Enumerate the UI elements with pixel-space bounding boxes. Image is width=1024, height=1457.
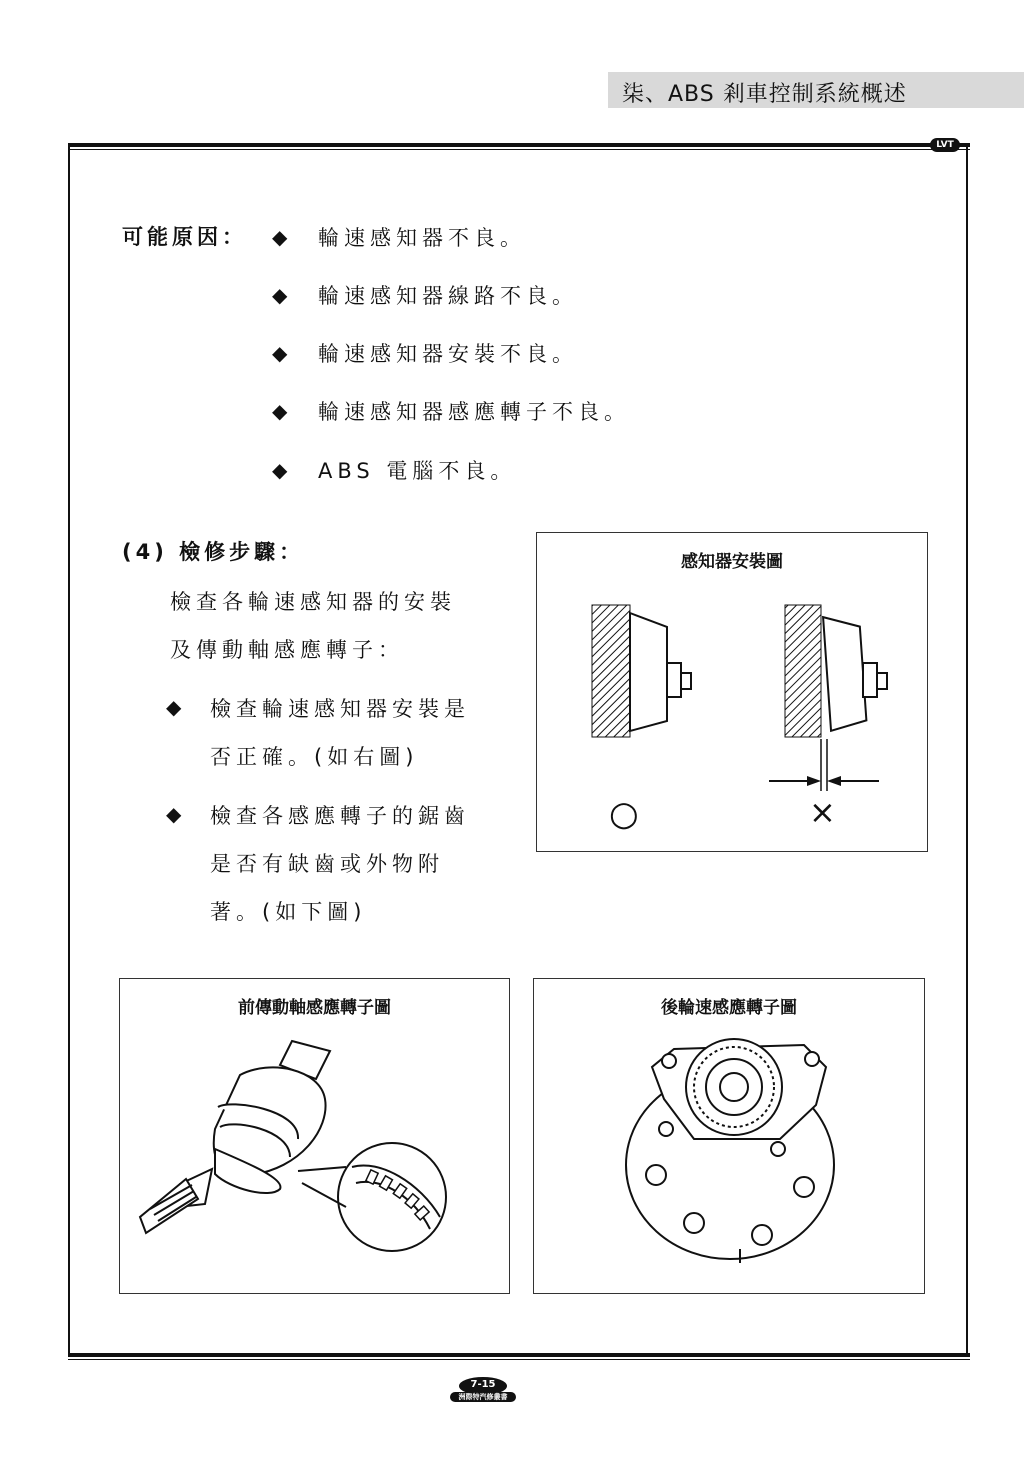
- rear-rotor-figure: [533, 978, 925, 1294]
- diamond-bullet-icon: ◆: [166, 802, 182, 826]
- top-rule: [68, 143, 970, 150]
- step-bullet-line: 檢查各感應轉子的鋸齒: [210, 804, 470, 828]
- diamond-bullet-icon: ◆: [166, 695, 182, 719]
- steps-intro-line: 檢查各輪速感知器的安裝: [170, 590, 456, 614]
- cause-item: 輪速感知器感應轉子不良。: [318, 400, 630, 424]
- sensor-install-figure: [536, 532, 928, 852]
- step-bullet-line: 否正確。(如右圖): [210, 745, 419, 769]
- cause-item: ABS 電腦不良。: [318, 459, 517, 483]
- publisher-logo: LVT: [930, 138, 960, 152]
- incorrect-mark-icon: ×: [809, 793, 836, 831]
- sensor-install-drawing: [537, 533, 927, 851]
- chapter-title: 柒、ABS 剎車控制系統概述: [622, 82, 907, 107]
- steps-title: (4) 檢修步驟：: [122, 540, 305, 564]
- diamond-bullet-icon: ◆: [272, 399, 288, 423]
- step-bullet-line: 是否有缺齒或外物附: [210, 852, 444, 876]
- publisher-name: 洲際特汽修叢書: [458, 1393, 508, 1401]
- cause-item: 輪速感知器不良。: [318, 226, 526, 250]
- figure-title: 感知器安裝圖: [681, 552, 783, 572]
- bottom-rule: [68, 1353, 970, 1360]
- page-number-badge: [448, 1376, 518, 1404]
- figure-title: 後輪速感應轉子圖: [661, 998, 797, 1018]
- correct-mark-icon: ○: [609, 794, 639, 834]
- causes-label: 可能原因：: [122, 225, 247, 249]
- rear-rotor-drawing: [534, 979, 924, 1293]
- cause-item: 輪速感知器安裝不良。: [318, 342, 578, 366]
- diamond-bullet-icon: ◆: [272, 458, 288, 482]
- page-number: 7-15: [470, 1379, 496, 1390]
- figure-title: 前傳動軸感應轉子圖: [238, 998, 391, 1018]
- front-rotor-drawing: [120, 979, 509, 1293]
- diamond-bullet-icon: ◆: [272, 225, 288, 249]
- cause-item: 輪速感知器線路不良。: [318, 284, 578, 308]
- step-bullet-line: 著。(如下圖): [210, 900, 367, 924]
- front-rotor-figure: [119, 978, 510, 1294]
- step-bullet-line: 檢查輪速感知器安裝是: [210, 697, 470, 721]
- diamond-bullet-icon: ◆: [272, 283, 288, 307]
- diamond-bullet-icon: ◆: [272, 341, 288, 365]
- steps-intro-line: 及傳動軸感應轉子：: [170, 638, 404, 662]
